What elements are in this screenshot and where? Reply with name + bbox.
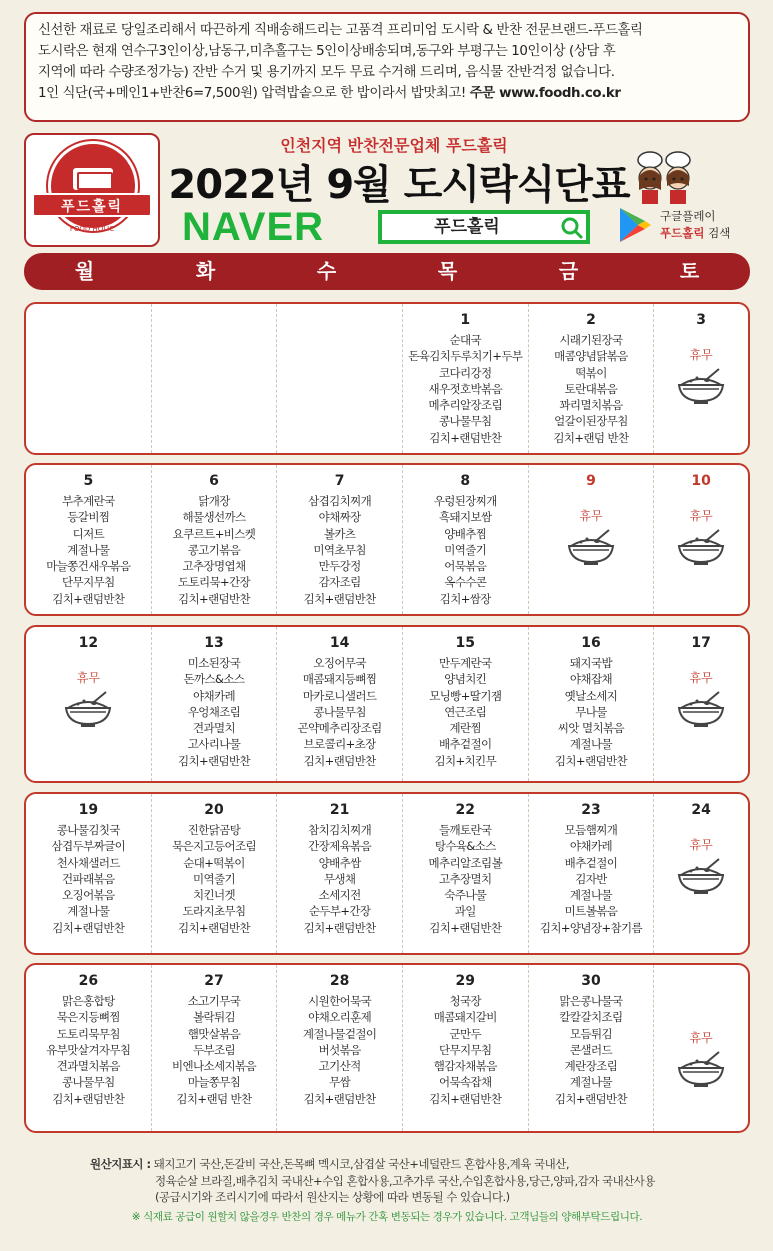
menu-item: 김치+랜덤반찬 xyxy=(177,753,251,768)
menu-item: 순대국 xyxy=(449,333,482,347)
lunchbox-icon xyxy=(73,168,113,190)
menu-item: 볼락튀김 xyxy=(192,1010,235,1025)
menu-item: 묵은지등뼈찜 xyxy=(56,1010,120,1025)
menu-item: 어묵볶음 xyxy=(444,559,487,574)
logo-subtext: FOOD HOLIC xyxy=(69,225,115,233)
day-number: 12 xyxy=(78,635,99,651)
menu-item: 꽈리멸치볶음 xyxy=(559,398,623,413)
menu-item: 등갈비찜 xyxy=(67,510,110,525)
menu-item: 김치+랜덤반찬 xyxy=(554,1091,627,1106)
menu-item: 김치+랜덤반찬 xyxy=(177,591,251,606)
day-number: 16 xyxy=(581,635,601,651)
day-number: 26 xyxy=(78,973,99,989)
search-query: 푸드홀릭 xyxy=(434,217,500,237)
menu-item: 치킨너겟 xyxy=(192,888,235,903)
menu-item: 모듬햄찌개 xyxy=(564,823,618,837)
menu-item: 배추겉절이 xyxy=(439,737,492,752)
day-number: 24 xyxy=(691,802,711,818)
menu-item: 오징어무국 xyxy=(313,656,366,670)
holiday-label: 휴무 xyxy=(689,509,713,523)
day-number: 27 xyxy=(204,973,224,989)
day-fri: 금 xyxy=(558,259,579,283)
holiday-label: 휴무 xyxy=(76,671,100,685)
day-cell xyxy=(277,794,403,953)
menu-item: 새우젓호박볶음 xyxy=(428,381,503,396)
menu-item: 콩나물김칫국 xyxy=(56,823,120,837)
menu-item: 계절나물 xyxy=(67,542,110,557)
week-row xyxy=(24,792,750,955)
google-play-icon[interactable] xyxy=(618,206,652,244)
menu-item: 두부조림 xyxy=(192,1042,235,1057)
day-cell xyxy=(277,465,403,614)
menu-item: 무생채 xyxy=(323,871,356,886)
menu-item: 삼겹두부짜글이 xyxy=(51,839,126,854)
menu-item: 참치김치찌개 xyxy=(308,823,372,837)
menu-item: 김치+랜덤반찬 xyxy=(303,591,376,606)
day-number: 2 xyxy=(586,312,596,328)
day-number: 23 xyxy=(581,802,601,818)
menu-item: 야채오리훈제 xyxy=(308,1010,372,1025)
rice-bowl-icon xyxy=(677,690,725,728)
menu-item: 햄맛살볶음 xyxy=(187,1026,241,1041)
day-cell xyxy=(403,794,529,953)
order-link[interactable]: 주문 www.foodh.co.kr xyxy=(469,86,621,101)
day-cell xyxy=(152,627,278,781)
week-row xyxy=(24,625,750,783)
day-number: 17 xyxy=(691,635,711,651)
menu-item: 김치+랜덤반찬 xyxy=(303,753,376,768)
naver-logo: NAVER xyxy=(182,205,325,249)
menu-item: 도토리묵무침 xyxy=(56,1026,120,1041)
menu-item: 돈육김치두루치기+두부 xyxy=(408,349,523,364)
menu-item: 야채짜장 xyxy=(318,510,361,525)
menu-item: 옛날소세지 xyxy=(564,688,618,703)
menu-item: 마카로니샐러드 xyxy=(302,688,377,703)
day-number: 6 xyxy=(209,473,219,489)
menu-item: 소세지전 xyxy=(318,888,361,903)
menu-item: 견과멸치볶음 xyxy=(56,1059,120,1074)
menu-item: 고기산적 xyxy=(318,1059,361,1074)
menu-item: 야채카레 xyxy=(569,839,612,854)
menu-item: 얼갈이된장무침 xyxy=(554,414,628,429)
menu-item: 모듬튀김 xyxy=(569,1026,612,1041)
origin-line-3: (공급시기와 조리시기에 따라서 원산지는 상황에 따라 변동될 수 있습니다.) xyxy=(155,1190,510,1204)
menu-item: 토란대볶음 xyxy=(564,381,618,396)
day-cell xyxy=(152,465,278,614)
rice-bowl-icon xyxy=(64,690,112,728)
menu-item: 모닝빵+딸기잼 xyxy=(429,688,502,703)
menu-item: 야채잡채 xyxy=(569,672,612,687)
menu-item: 미트볼볶음 xyxy=(564,904,618,919)
menu-item: 닭개장 xyxy=(198,494,230,508)
intro-box xyxy=(24,12,750,122)
page-title: 2022년 9월 도시락식단표 xyxy=(168,162,630,208)
menu-item: 단무지무침 xyxy=(62,575,115,590)
day-cell xyxy=(26,794,152,953)
menu-item: 김치+쌈장 xyxy=(439,591,491,606)
holiday-label: 휴무 xyxy=(579,509,603,523)
menu-item: 계란장조림 xyxy=(564,1059,618,1074)
menu-item: 요쿠르트+비스켓 xyxy=(172,526,256,541)
header-subtitle: 인천지역 반찬전문업체 푸드홀릭 xyxy=(280,136,508,155)
day-cell xyxy=(529,794,655,953)
day-number: 29 xyxy=(455,973,476,989)
day-cell xyxy=(26,304,152,453)
day-number xyxy=(26,310,151,332)
day-cell xyxy=(152,304,278,453)
rice-bowl-icon xyxy=(677,1050,725,1088)
intro-line-2: 도시락은 현재 연수구3인이상,남동구,미추홀구는 5인이상배송되며,동구와 부평구는 10인이상 (상담 후 xyxy=(38,44,616,59)
menu-item: 마늘쫑무침 xyxy=(187,1075,241,1090)
menu-item: 김치+랜덤반찬 xyxy=(303,920,376,935)
origin-label: 원산지표시 : xyxy=(90,1157,151,1171)
day-sat: 토 xyxy=(679,259,700,283)
day-number: 15 xyxy=(455,635,476,651)
menu-item: 떡볶이 xyxy=(575,365,607,380)
menu-item: 우엉채조림 xyxy=(187,704,241,719)
menu-item: 삼겹김치찌개 xyxy=(308,494,372,508)
menu-item: 김자반 xyxy=(575,871,607,886)
menu-item: 돈까스&소스 xyxy=(183,672,245,687)
day-number xyxy=(654,971,748,993)
gplay-line1: 구글플레이 xyxy=(660,209,716,223)
menu-item: 고사리나물 xyxy=(187,737,241,752)
menu-item: 연근조림 xyxy=(444,704,487,719)
day-cell xyxy=(403,304,529,453)
day-number: 9 xyxy=(586,473,596,489)
day-number xyxy=(277,310,402,332)
menu-item: 콘샐러드 xyxy=(569,1042,612,1057)
day-cell xyxy=(529,465,655,614)
menu-item: 매콤돼지갈비 xyxy=(433,1010,497,1025)
menu-item: 천사채샐러드 xyxy=(56,855,120,870)
menu-item: 군만두 xyxy=(449,1026,482,1041)
menu-item: 계절나물 xyxy=(569,888,612,903)
menu-item: 고추장멸치 xyxy=(439,871,492,886)
menu-item: 숙주나물 xyxy=(444,888,487,903)
day-cell xyxy=(654,627,748,781)
day-number: 20 xyxy=(204,802,224,818)
menu-item: 해물생선까스 xyxy=(182,510,246,525)
day-cell xyxy=(529,965,655,1131)
day-cell xyxy=(152,794,278,953)
gplay-suffix: 검색 xyxy=(704,226,731,240)
weekday-header xyxy=(24,253,750,290)
day-cell xyxy=(26,627,152,781)
menu-item: 김치+랜덤반찬 xyxy=(554,753,627,768)
menu-item: 씨앗 멸치볶음 xyxy=(557,721,624,736)
menu-item: 부추계란국 xyxy=(62,494,115,508)
menu-item: 계절나물 xyxy=(67,904,110,919)
google-play-text xyxy=(660,208,730,242)
menu-item: 김치+랜덤 반찬 xyxy=(553,430,629,445)
day-number: 13 xyxy=(204,635,224,651)
week-row xyxy=(24,963,750,1133)
origin-text-1: 돼지고기 국산,돈갈비 국산,돈목뼈 멕시코,삼겹살 국산+네덜란드 혼합사용,계육 국내산, xyxy=(150,1157,569,1171)
day-cell xyxy=(529,304,655,453)
day-cell xyxy=(277,965,403,1131)
day-number: 30 xyxy=(581,973,601,989)
menu-item: 도라지초무침 xyxy=(182,904,246,919)
menu-item: 맑은홍합탕 xyxy=(62,994,115,1008)
menu-item: 들깨토란국 xyxy=(439,823,492,837)
menu-item: 김치+랜덤반찬 xyxy=(429,1091,502,1106)
menu-item: 유부맛살겨자무침 xyxy=(46,1042,131,1057)
day-cell xyxy=(654,965,748,1131)
day-number: 19 xyxy=(78,802,99,818)
holiday-label: 휴무 xyxy=(689,671,713,685)
menu-item: 야채카레 xyxy=(192,688,235,703)
menu-item: 김치+랜덤반찬 xyxy=(429,920,502,935)
menu-item: 버섯볶음 xyxy=(318,1042,361,1057)
menu-item: 우렁된장찌개 xyxy=(433,494,497,508)
menu-item: 김치+치킨무 xyxy=(434,753,497,768)
day-cell xyxy=(403,965,529,1131)
menu-item: 계절나물 xyxy=(569,737,612,752)
chef-illustration-icon xyxy=(634,150,694,206)
rice-bowl-icon xyxy=(567,528,615,566)
gplay-line2 xyxy=(660,225,730,242)
menu-item: 햄감자채볶음 xyxy=(433,1059,497,1074)
menu-item: 감자조림 xyxy=(318,575,361,590)
search-icon[interactable] xyxy=(560,216,584,240)
day-cell xyxy=(403,465,529,614)
day-number: 28 xyxy=(329,973,350,989)
menu-item: 과일 xyxy=(454,904,476,919)
day-cell xyxy=(654,465,748,614)
menu-item: 시원한어묵국 xyxy=(308,994,372,1008)
day-cell xyxy=(654,304,748,453)
day-number: 7 xyxy=(334,473,345,489)
menu-item: 김치+랜덤반찬 xyxy=(52,1091,125,1106)
menu-item: 만두계란국 xyxy=(439,656,492,670)
menu-item: 콩나물무침 xyxy=(439,414,492,429)
rice-bowl-icon xyxy=(677,528,725,566)
menu-item: 메추리알조림볼 xyxy=(428,855,503,870)
menu-item: 배추겉절이 xyxy=(564,855,618,870)
day-number: 5 xyxy=(83,473,94,489)
menu-item: 도토리묵+간장 xyxy=(177,575,251,590)
menu-item: 순두부+간장 xyxy=(308,904,371,919)
day-tue: 화 xyxy=(195,259,216,283)
menu-item: 김치+랜덤반찬 xyxy=(177,920,251,935)
menu-item: 양배추찜 xyxy=(444,526,487,541)
menu-item: 칼칼갈치조림 xyxy=(559,1010,623,1025)
menu-item: 미역줄기 xyxy=(192,871,235,886)
menu-item: 메추리알장조림 xyxy=(428,398,503,413)
menu-item: 돼지국밥 xyxy=(569,656,612,670)
day-number: 1 xyxy=(460,312,471,328)
naver-search-box[interactable] xyxy=(378,210,590,244)
origin-line-2: 정육순살 브라질,배추김치 국내산+수입 혼합사용,고추가루 국산,수입혼합사용,당근,양파,감자 국내산사용 xyxy=(155,1173,656,1188)
menu-item: 만두강정 xyxy=(318,559,361,574)
menu-item: 간장제육볶음 xyxy=(308,839,372,854)
menu-item: 콩나물무침 xyxy=(62,1075,115,1090)
menu-item: 코다리강정 xyxy=(439,365,492,380)
menu-item: 건파래볶음 xyxy=(62,871,115,886)
menu-item: 콩나물무침 xyxy=(313,704,366,719)
menu-item: 시래기된장국 xyxy=(559,333,623,347)
menu-item: 김치+랜덤반찬 xyxy=(303,1091,376,1106)
menu-item: 순대+떡볶이 xyxy=(183,855,245,870)
menu-item: 청국장 xyxy=(449,994,482,1008)
menu-item: 김치+랜덤반찬 xyxy=(429,430,502,445)
day-cell xyxy=(277,304,403,453)
rice-bowl-icon xyxy=(677,367,725,405)
holiday-label: 휴무 xyxy=(689,1031,713,1045)
menu-item: 미역초무침 xyxy=(313,542,366,557)
menu-item: 탕수육&소스 xyxy=(434,839,496,854)
menu-item: 미역줄기 xyxy=(444,542,487,557)
holiday-label: 휴무 xyxy=(689,838,713,852)
menu-item: 볼카츠 xyxy=(323,526,356,541)
day-number: 21 xyxy=(329,802,350,818)
menu-item: 계란찜 xyxy=(449,721,482,736)
intro-line-1: 신선한 재료로 당일조리해서 따끈하게 직배송해드리는 고품격 프리미엄 도시락 & 반찬 전문브랜드-푸드홀릭 xyxy=(38,23,643,38)
menu-item: 양념치킨 xyxy=(444,672,487,687)
menu-item: 콩고기볶음 xyxy=(187,542,241,557)
day-number xyxy=(152,310,277,332)
menu-item: 오징어볶음 xyxy=(62,888,115,903)
day-wed: 수 xyxy=(316,259,337,283)
day-cell xyxy=(529,627,655,781)
day-number: 3 xyxy=(696,312,707,328)
week-row xyxy=(24,302,750,455)
menu-item: 맑은콩나물국 xyxy=(559,994,623,1008)
menu-item: 어묵속잡채 xyxy=(439,1075,492,1090)
menu-item: 고추장명엽채 xyxy=(182,559,246,574)
menu-item: 브로콜리+초장 xyxy=(303,737,376,752)
menu-item: 비엔나소세지볶음 xyxy=(171,1059,257,1074)
menu-item: 김치+양념장+참기름 xyxy=(539,920,643,935)
menu-item: 무쌈 xyxy=(329,1075,351,1090)
menu-item: 마늘쫑건새우볶음 xyxy=(46,559,131,574)
menu-item: 흑돼지보쌈 xyxy=(439,510,492,525)
day-number: 22 xyxy=(455,802,476,818)
holiday-label: 휴무 xyxy=(689,348,713,362)
day-cell xyxy=(654,794,748,953)
intro-price-text: 1인 식단(국+메인1+반찬6=7,500원) 압력밥솥으로 한 밥이라서 밥맛최고! xyxy=(38,86,466,101)
day-cell xyxy=(26,965,152,1131)
day-number: 14 xyxy=(329,635,350,651)
day-cell xyxy=(26,465,152,614)
menu-item: 옥수수콘 xyxy=(444,575,487,590)
day-number: 8 xyxy=(460,473,471,489)
week-row xyxy=(24,463,750,616)
intro-line-4 xyxy=(38,83,736,104)
menu-item: 견과멸치 xyxy=(192,721,235,736)
menu-item: 단무지무침 xyxy=(439,1042,492,1057)
day-thu: 목 xyxy=(437,259,458,283)
menu-item: 디저트 xyxy=(72,526,105,541)
menu-item: 김치+랜덤반찬 xyxy=(52,920,125,935)
origin-info xyxy=(90,1156,750,1206)
day-cell xyxy=(277,627,403,781)
menu-item: 소고기무국 xyxy=(187,994,241,1008)
brand-logo xyxy=(24,133,160,247)
day-mon: 월 xyxy=(74,259,95,283)
day-cell xyxy=(403,627,529,781)
menu-item: 김치+랜덤반찬 xyxy=(52,591,125,606)
day-cell xyxy=(152,965,278,1131)
menu-item: 곤약메추리장조림 xyxy=(297,721,382,736)
notice-text: ※ 식재료 공급이 원할치 않을경우 반찬의 경우 메뉴가 간혹 변동되는 경우가 있습니다. 고객님들의 양해부탁드립니다. xyxy=(131,1211,643,1223)
gplay-brand: 푸드홀릭 xyxy=(660,226,705,240)
menu-item: 매콤돼지등뼈찜 xyxy=(302,672,377,687)
menu-item: 매콤양념닭볶음 xyxy=(554,349,628,364)
menu-item: 김치+랜덤 반찬 xyxy=(176,1091,252,1106)
menu-item: 진한닭곰탕 xyxy=(187,823,241,837)
menu-item: 양배추쌈 xyxy=(318,855,361,870)
rice-bowl-icon xyxy=(677,857,725,895)
logo-name: 푸드홀릭 xyxy=(32,193,152,217)
menu-item: 계절나물 xyxy=(569,1075,612,1090)
origin-line-1 xyxy=(90,1156,750,1173)
menu-item: 계절나물겉절이 xyxy=(302,1026,377,1041)
menu-item: 미소된장국 xyxy=(187,656,241,670)
intro-line-3: 지역에 따라 수량조정가능) 잔반 수거 및 용기까지 모두 무료 수거해 드리며, 음식물 잔반걱정 없습니다. xyxy=(38,65,615,80)
menu-item: 묵은지고등어조림 xyxy=(171,839,257,854)
day-number: 10 xyxy=(691,473,711,489)
menu-item: 무나물 xyxy=(575,704,607,719)
